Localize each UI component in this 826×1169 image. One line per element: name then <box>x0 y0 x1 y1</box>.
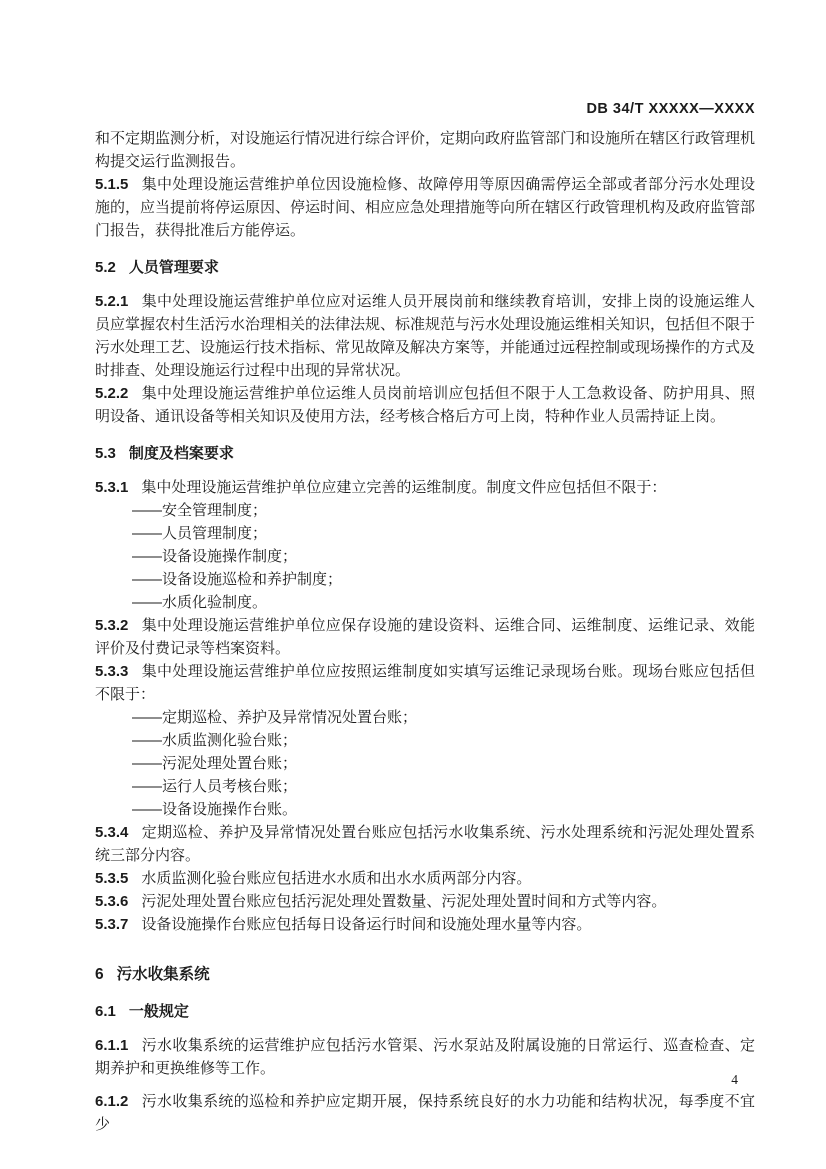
clause-5.2.1 <box>95 290 755 382</box>
dash-item-text: ——设备设施操作制度； <box>132 548 298 565</box>
clause-5.3.5 <box>95 867 755 890</box>
document-header <box>95 101 755 117</box>
clause-number: 5.3.5 <box>95 870 129 887</box>
clause-text: 设备设施操作台账应包括每日设备运行时间和设施处理水量等内容。 <box>141 916 592 933</box>
dash-item-text: ——运行人员考核台账； <box>132 778 298 795</box>
heading-number: 6 <box>95 966 104 983</box>
clause-6.1.2 <box>95 1090 755 1136</box>
dash-item-text: ——定期巡检、养护及异常情况处置台账； <box>132 709 418 726</box>
heading-number: 6.1 <box>95 1003 116 1020</box>
clause-5.3.2 <box>95 614 755 660</box>
dash-item <box>95 568 755 591</box>
clause-number: 5.2.1 <box>95 293 129 310</box>
heading-text: 一般规定 <box>128 1003 189 1020</box>
dash-item-text: ——水质监测化验台账； <box>132 732 298 749</box>
clause-number: 5.3.2 <box>95 617 129 634</box>
dash-item <box>95 591 755 614</box>
section-heading-6.1 <box>95 1000 755 1023</box>
dash-item <box>95 775 755 798</box>
clause-number: 6.1.2 <box>95 1093 129 1110</box>
clause-text: 定期巡检、养护及异常情况处置台账应包括污水收集系统、污水处理系统和污泥处理处置系统三部分内容。 <box>95 824 755 864</box>
dash-item-text: ——安全管理制度； <box>132 502 268 519</box>
heading-text: 人员管理要求 <box>128 259 219 276</box>
heading-number: 5.2 <box>95 259 116 276</box>
standard-number: DB 34/T XXXXX—XXXX <box>586 101 755 117</box>
clause-text: 集中处理设施运营维护单位应建立完善的运维制度。制度文件应包括但不限于： <box>141 479 667 496</box>
heading-text: 制度及档案要求 <box>128 445 234 462</box>
dash-item <box>95 522 755 545</box>
clause-5.3.1 <box>95 476 755 499</box>
paragraph-continuation <box>95 127 755 173</box>
clause-text: 集中处理设施运营维护单位应保存设施的建设资料、运维合同、运维制度、运维记录、效能评价及付费记录等档案资料。 <box>95 617 755 657</box>
clause-number: 5.3.1 <box>95 479 129 496</box>
clause-number: 5.3.6 <box>95 893 129 910</box>
paragraph-text: 和不定期监测分析，对设施运行情况进行综合评价，定期向政府监管部门和设施所在辖区行政管理机构提交运行监测报告。 <box>95 130 756 170</box>
dash-item <box>95 729 755 752</box>
clause-number: 6.1.1 <box>95 1037 129 1054</box>
page-footer <box>731 1072 738 1088</box>
clause-text: 水质监测化验台账应包括进水水质和出水水质两部分内容。 <box>141 870 532 887</box>
clause-number: 5.2.2 <box>95 385 129 402</box>
section-heading-5.2 <box>95 256 755 279</box>
clause-number: 5.3.3 <box>95 663 129 680</box>
dash-item-text: ——水质化验制度。 <box>132 594 268 611</box>
clause-text: 污泥处理处置台账应包括污泥处理处置数量、污泥处理处置时间和方式等内容。 <box>141 893 667 910</box>
clause-number: 5.3.7 <box>95 916 129 933</box>
dash-item <box>95 499 755 522</box>
dash-item-text: ——设备设施巡检和养护制度； <box>132 571 343 588</box>
heading-text: 污水收集系统 <box>116 966 210 983</box>
dash-item <box>95 545 755 568</box>
heading-number: 5.3 <box>95 445 116 462</box>
dash-item <box>95 798 755 821</box>
clause-text: 集中处理设施运营维护单位应对运维人员开展岗前和继续教育培训，安排上岗的设施运维人员应掌握农村生活污水治理相关的法律法规、标准规范与污水处理设施运维相关知识，包括但不限于污水处理工艺、设施运行技术指标、常见故障及解决方案等，并能通过远程控制或现场操作的方式及时排查、处理设施运行过程中出现的异常状况。 <box>95 293 756 379</box>
dash-item <box>95 752 755 775</box>
dash-item-text: ——人员管理制度； <box>132 525 268 542</box>
clause-number: 5.1.5 <box>95 176 129 193</box>
clause-5.3.3 <box>95 660 755 706</box>
clause-text: 集中处理设施运营维护单位运维人员岗前培训应包括但不限于人工急救设备、防护用具、照明设备、通讯设备等相关知识及使用方法，经考核合格后方可上岗，特种作业人员需持证上岗。 <box>95 385 755 425</box>
clause-number: 5.3.4 <box>95 824 129 841</box>
clause-5.3.7 <box>95 913 755 936</box>
dash-item-text: ——设备设施操作台账。 <box>132 801 298 818</box>
clause-text: 集中处理设施运营维护单位应按照运维制度如实填写运维记录现场台账。现场台账应包括但不限于： <box>95 663 755 703</box>
clause-5.3.4 <box>95 821 755 867</box>
clause-5.2.2 <box>95 382 755 428</box>
chapter-heading-6 <box>95 963 755 986</box>
dash-item-text: ——污泥处理处置台账； <box>132 755 298 772</box>
dash-item <box>95 706 755 729</box>
clause-text: 污水收集系统的运营维护应包括污水管渠、污水泵站及附属设施的日常运行、巡查检查、定期养护和更换维修等工作。 <box>95 1037 755 1077</box>
page-number: 4 <box>731 1072 738 1087</box>
section-heading-5.3 <box>95 442 755 465</box>
clause-text: 集中处理设施运营维护单位因设施检修、故障停用等原因确需停运全部或者部分污水处理设施的，应当提前将停运原因、停运时间、相应应急处理措施等向所在辖区行政管理机构及政府监管部门报告，获得批准后方能停运。 <box>95 176 756 239</box>
clause-5.1.5 <box>95 173 755 242</box>
document-body <box>95 127 755 1136</box>
clause-5.3.6 <box>95 890 755 913</box>
clause-6.1.1 <box>95 1034 755 1080</box>
clause-text: 污水收集系统的巡检和养护应定期开展，保持系统良好的水力功能和结构状况，每季度不宜少 <box>95 1093 755 1133</box>
